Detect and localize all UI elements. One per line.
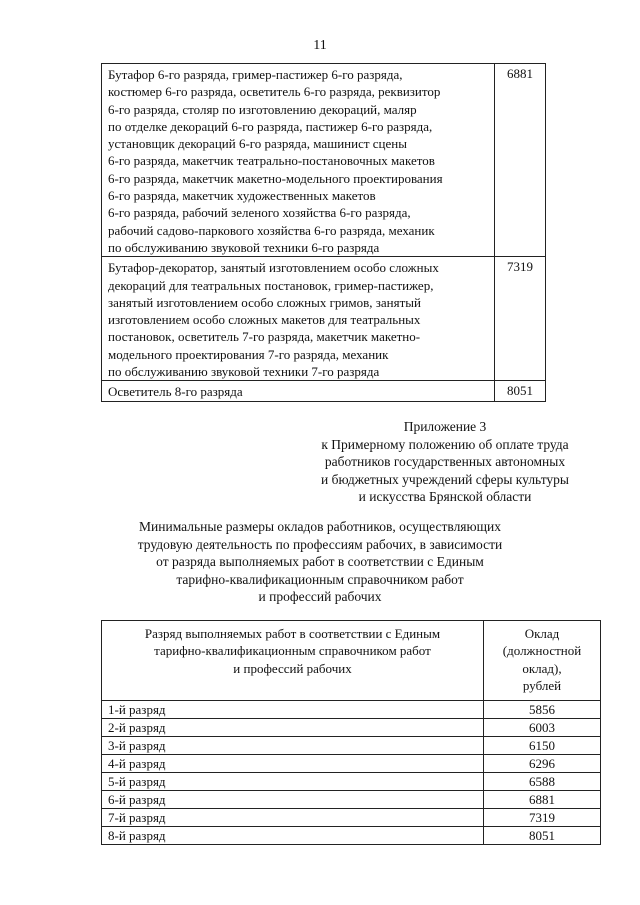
text-line: трудовую деятельность по профессиям рабочих, в зависимости [137,536,503,552]
grade-cell: 2-й разряд [102,719,484,737]
text-line: 6-го разряда, макетчик театрально-постановочных макетов [108,153,435,169]
text-line: занятый изготовлением особо сложных гримов, занятый [108,294,421,310]
text-line: постановок, осветитель 7-го разряда, макетчик макетно- [108,329,421,345]
grade-salary-table [101,620,601,845]
table-header-row [102,621,601,701]
table-row [102,737,601,755]
table-row [102,791,601,809]
salary-cell: 5856 [484,701,601,719]
text-line: и профессий рабочих [233,660,352,676]
text-line: и искусства Брянской области [358,489,532,504]
salary-cell: 6150 [484,737,601,755]
table-row [102,257,546,381]
salary-cell: 6588 [484,773,601,791]
table-row [102,701,601,719]
text-line: и профессий рабочих [258,589,382,604]
document-title [110,518,530,606]
salary-cell: 6881 [495,64,546,257]
table-row [102,827,601,845]
grade-cell: 4-й разряд [102,755,484,773]
text-line: тарифно-квалификационным справочником работ [176,571,464,587]
text-line: Бутафор 6-го разряда, гример-пастижер 6-го разряда, [108,67,403,82]
table-row [102,773,601,791]
text-line: изготовлением особо сложных макетов для театральных [108,312,421,328]
text-line: 6-го разряда, рабочий зеленого хозяйства 6-го разряда, [108,205,411,221]
page-number: 11 [313,38,327,53]
appendix-heading [290,418,600,506]
salary-cell: 7319 [495,257,546,381]
text-line: Осветитель 8-го разряда [108,384,243,400]
grade-cell: 7-й разряд [102,809,484,827]
table-row [102,719,601,737]
occupation-cell [102,257,495,381]
text-line: по обслуживанию звуковой техники 6-го разряда [108,239,380,255]
text-line: и бюджетных учреждений сферы культуры [320,471,569,487]
salary-cell: 6296 [484,755,601,773]
salary-cell: 6003 [484,719,601,737]
table-row [102,381,546,401]
text-line: костюмер 6-го разряда, осветитель 6-го разряда, реквизитор [108,84,441,100]
text-line: по обслуживанию звуковой техники 7-го разряда [108,364,380,380]
text-line: к Примерному положению об оплате труда [321,436,569,452]
occupation-cell [102,381,495,401]
text-line: работников государственных автономных [324,454,566,469]
text-line: модельного проектирования 7-го разряда, механик [108,346,389,362]
table-row [102,809,601,827]
grade-cell: 6-й разряд [102,791,484,809]
text-line: рублей [522,677,562,693]
occupation-cell [102,64,495,257]
text-line: тарифно-квалификационным справочником работ [154,643,431,659]
text-line: (должностной [502,643,582,659]
grade-cell: 8-й разряд [102,827,484,845]
text-line: 6-го разряда, макетчик макетно-модельного проектирования [108,170,443,186]
text-line: по отделке декораций 6-го разряда, пастижер 6-го разряда, [108,118,433,134]
text-line: рабочий садово-паркового хозяйства 6-го разряда, механик [108,222,435,238]
text-line: от разряда выполняемых работ в соответствии с Единым [156,554,484,569]
grade-cell: 5-й разряд [102,773,484,791]
text-line: 6-го разряда, макетчик художественных макетов [108,188,376,204]
text-line: оклад), [522,660,562,676]
text-line: Приложение 3 [403,419,487,434]
header-grade [102,621,484,701]
occupations-salary-table [101,63,546,402]
text-line: Бутафор-декоратор, занятый изготовлением особо сложных [108,260,439,276]
text-line: декораций для театральных постановок, гример-пастижер, [108,277,434,293]
salary-cell: 8051 [484,827,601,845]
salary-cell: 7319 [484,809,601,827]
grade-cell: 1-й разряд [102,701,484,719]
salary-cell: 6881 [484,791,601,809]
text-line: Минимальные размеры окладов работников, осуществляющих [139,519,501,534]
text-line: установщик декораций 6-го разряда, машинист сцены [108,136,407,152]
table-row [102,755,601,773]
table-row [102,64,546,257]
text-line: Оклад [524,626,560,641]
header-salary [484,621,601,701]
salary-cell: 8051 [495,381,546,401]
text-line: 6-го разряда, столяр по изготовлению декораций, маляр [108,101,417,117]
text-line: Разряд выполняемых работ в соответствии с Единым [144,626,441,641]
grade-cell: 3-й разряд [102,737,484,755]
